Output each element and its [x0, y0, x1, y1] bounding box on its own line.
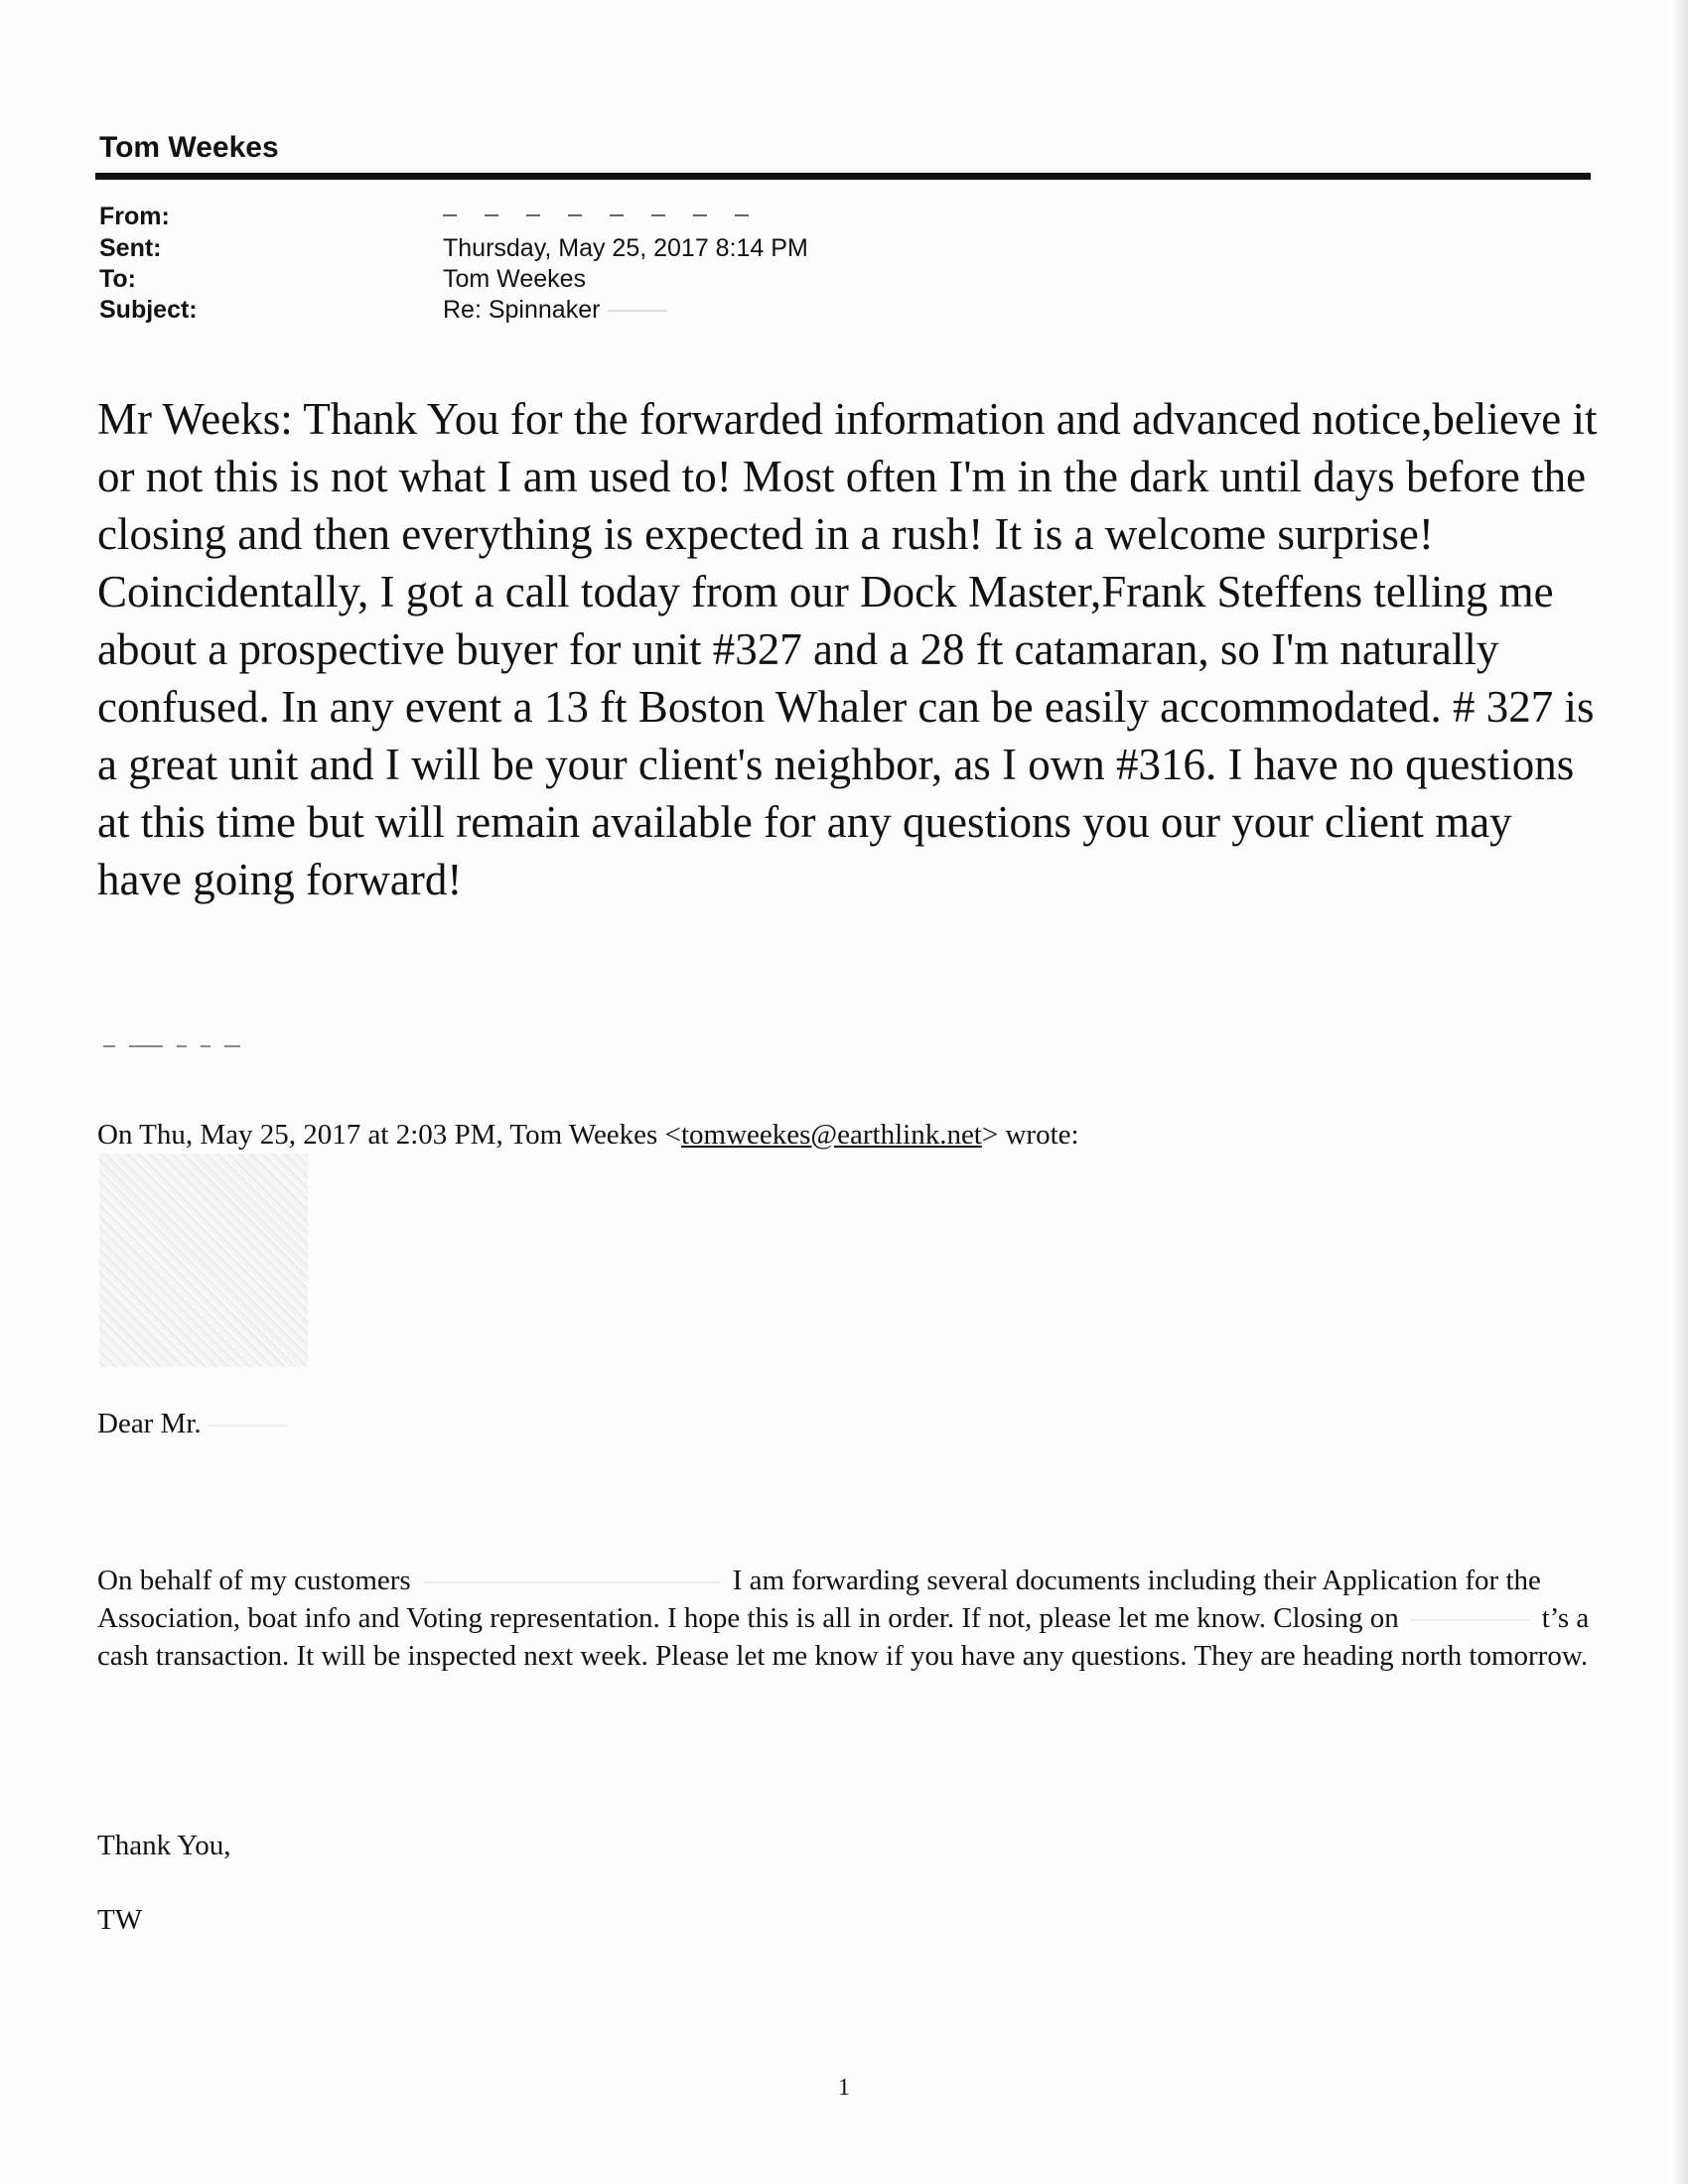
para-part-2: I am forwarding several documents including their Application for the Association, boat info and Voting representation. I hope this is all in order. If not, please let me know. Closing on — [97, 1565, 1541, 1634]
sent-value: Thursday, May 25, 2017 8:14 PM — [443, 234, 808, 262]
page-number: 1 — [838, 2075, 850, 2101]
quoted-intro-suffix: > wrote: — [981, 1119, 1079, 1151]
closing: Thank You, — [97, 1830, 231, 1861]
para-part-1: On behalf of my customers — [97, 1565, 411, 1596]
scan-edge-shadow — [1674, 0, 1688, 2184]
redacted-sender — [443, 206, 870, 220]
subject-label: Subject: — [99, 296, 198, 324]
reply-body: Mr Weeks: Thank You for the forwarded information and advanced notice,believe it or not this is not what I am used to! Most often I'm in the dark until days before the closing and then everything is expected in a rush! It is a welcome surprise! Coincidentally, I got a call today from our Dock Master,Frank Steffens telling me about a prospective buyer for unit #327 and a 28 ft catamaran, so I'm naturally confused. In any event a 13 ft Boston Whaler can be easily accommodated. # 327 is a great unit and I will be your client's neighbor, as I own #316. I have no questions at this time but will remain available for any questions you our your client may have going forward! — [97, 394, 1598, 904]
subject-line — [443, 296, 667, 325]
greeting: Dear Mr. — [97, 1408, 202, 1439]
greeting-line — [97, 1408, 287, 1440]
redacted-block — [99, 1154, 308, 1367]
to-value: Tom Weekes — [443, 265, 587, 293]
redacted-signature — [103, 1037, 272, 1051]
initials: TW — [97, 1904, 143, 1936]
redacted-customers — [423, 1581, 721, 1583]
quoted-intro — [97, 1119, 1079, 1152]
account-name: Tom Weekes — [99, 131, 279, 164]
redacted-date — [1411, 1619, 1530, 1621]
redacted-name — [208, 1425, 287, 1427]
header-rule — [95, 173, 1591, 180]
quoted-intro-prefix: On Thu, May 25, 2017 at 2:03 PM, Tom Weekes < — [97, 1119, 681, 1151]
sent-label: Sent: — [99, 234, 162, 262]
subject-value: Re: Spinnaker — [443, 296, 601, 324]
redacted-subject — [608, 310, 667, 312]
quoted-paragraph — [97, 1562, 1597, 1675]
para-part-3: t’s a cash transaction. It will be inspected next week. Please let me know if you have any questions. They are heading north tomorrow. — [97, 1602, 1590, 1672]
sender-email-link[interactable]: tomweekes@earthlink.net — [680, 1119, 982, 1151]
to-label: To: — [99, 265, 137, 293]
from-label: From: — [99, 203, 170, 230]
